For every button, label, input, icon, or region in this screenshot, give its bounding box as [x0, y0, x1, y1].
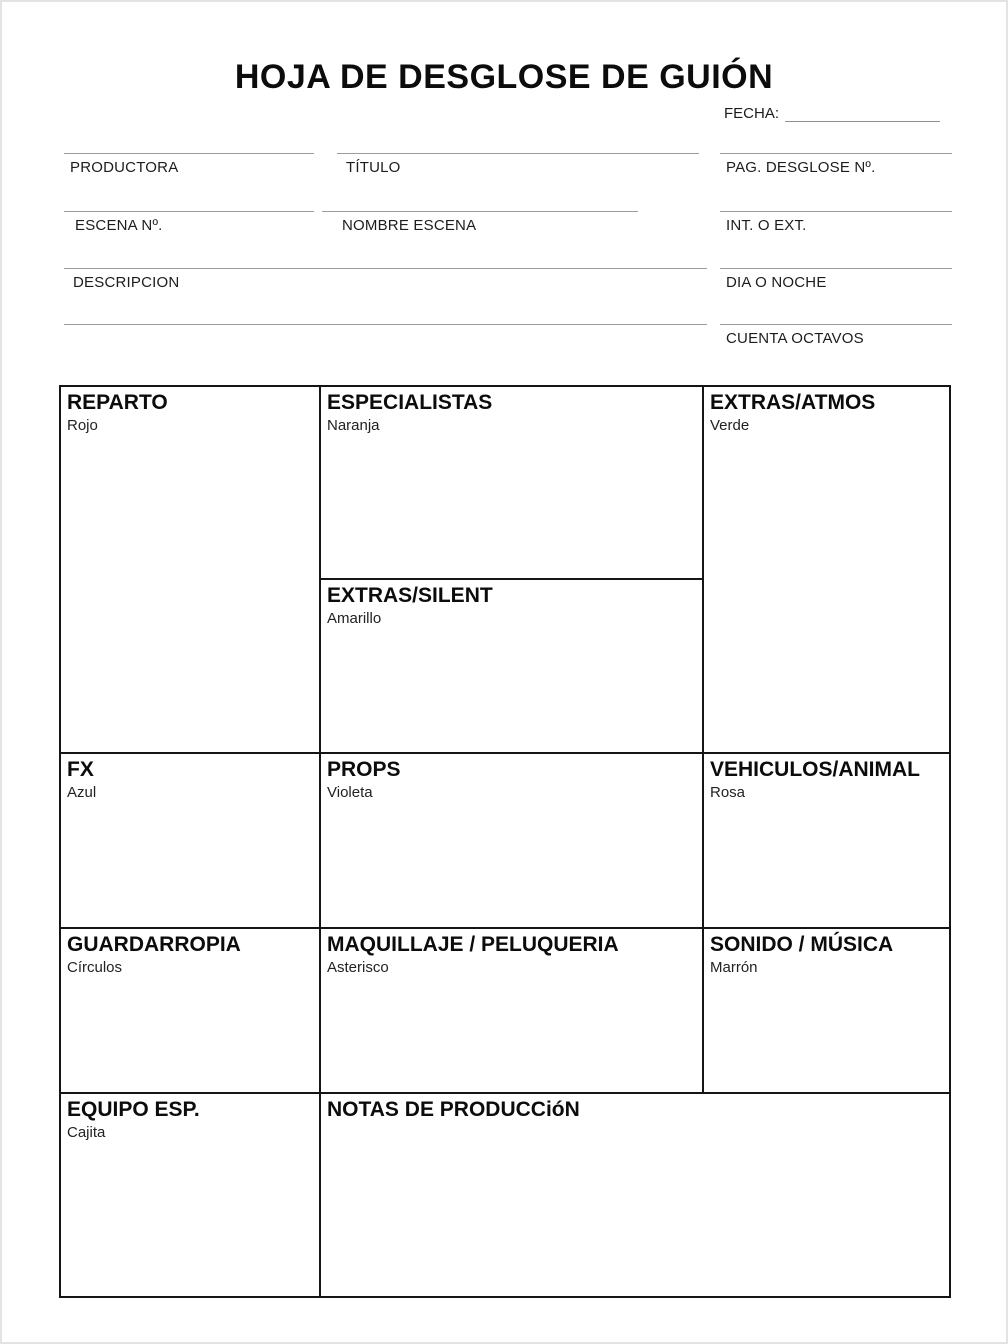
- section-guardarropia-title: GUARDARROPIA: [67, 933, 241, 956]
- field-descripcion-label: DESCRIPCION: [73, 274, 180, 291]
- section-props-title: PROPS: [327, 758, 401, 781]
- section-sonido-musica-title: SONIDO / MÚSICA: [710, 933, 894, 956]
- section-extras-atmos-note: Verde: [710, 417, 750, 434]
- section-reparto: [61, 387, 321, 754]
- section-notas-produccion: [321, 1094, 949, 1296]
- field-descripcion: [64, 268, 707, 291]
- breakdown-grid: [59, 385, 951, 1298]
- field-int-o-ext: [720, 211, 952, 234]
- section-sonido-musica: [704, 929, 949, 1094]
- section-equipo-esp: [61, 1094, 321, 1296]
- field-cuenta-octavos-label: CUENTA OCTAVOS: [726, 330, 864, 347]
- section-guardarropia: [61, 929, 321, 1094]
- page-title: HOJA DE DESGLOSE DE GUIÓN: [234, 58, 774, 96]
- section-props: [321, 754, 704, 929]
- field-dia-o-noche: [720, 268, 952, 291]
- field-dia-o-noche-label: DIA O NOCHE: [726, 274, 827, 291]
- field-cuenta-octavos: [720, 324, 952, 347]
- section-extras-silent-note: Amarillo: [327, 610, 382, 627]
- section-maquillaje-peluqueria-note: Asterisco: [327, 959, 389, 976]
- section-maquillaje-peluqueria: [321, 929, 704, 1094]
- section-extras-silent: [321, 580, 704, 754]
- section-especialistas-title: ESPECIALISTAS: [327, 391, 493, 414]
- section-vehiculos-animal-note: Rosa: [710, 784, 746, 801]
- field-pag-desglose: [720, 153, 952, 176]
- section-fx: [61, 754, 321, 929]
- field-nombre-escena-label: NOMBRE ESCENA: [342, 217, 477, 234]
- field-titulo: [337, 153, 699, 176]
- section-extras-atmos: [704, 387, 949, 754]
- section-reparto-title: REPARTO: [67, 391, 168, 414]
- field-productora-label: PRODUCTORA: [70, 159, 179, 176]
- section-especialistas: [321, 387, 704, 580]
- section-sonido-musica-note: Marrón: [710, 959, 758, 976]
- fecha-blank-line: [785, 107, 940, 122]
- field-productora: [64, 153, 314, 176]
- section-equipo-esp-note: Cajita: [67, 1124, 106, 1141]
- section-extras-silent-title: EXTRAS/SILENT: [327, 584, 493, 607]
- section-fx-title: FX: [67, 758, 94, 781]
- field-descripcion-line-2: [64, 324, 707, 325]
- field-int-o-ext-label: INT. O EXT.: [726, 217, 807, 234]
- section-notas-produccion-title: NOTAS DE PRODUCCióN: [327, 1098, 580, 1121]
- field-titulo-label: TÍTULO: [346, 159, 401, 176]
- section-reparto-note: Rojo: [67, 417, 98, 434]
- fecha-field: [724, 105, 940, 122]
- section-equipo-esp-title: EQUIPO ESP.: [67, 1098, 200, 1121]
- section-guardarropia-note: Círculos: [67, 959, 123, 976]
- section-vehiculos-animal: [704, 754, 949, 929]
- section-props-note: Violeta: [327, 784, 373, 801]
- section-extras-atmos-title: EXTRAS/ATMOS: [710, 391, 876, 414]
- section-fx-note: Azul: [67, 784, 97, 801]
- field-escena-no-label: ESCENA Nº.: [75, 217, 163, 234]
- field-pag-desglose-label: PAG. DESGLOSE Nº.: [726, 159, 876, 176]
- section-maquillaje-peluqueria-title: MAQUILLAJE / PELUQUERIA: [327, 933, 619, 956]
- field-escena-no: [64, 211, 314, 234]
- field-nombre-escena: [322, 211, 638, 234]
- section-especialistas-note: Naranja: [327, 417, 380, 434]
- section-vehiculos-animal-title: VEHICULOS/ANIMAL: [710, 758, 920, 781]
- fecha-label: FECHA:: [724, 105, 780, 122]
